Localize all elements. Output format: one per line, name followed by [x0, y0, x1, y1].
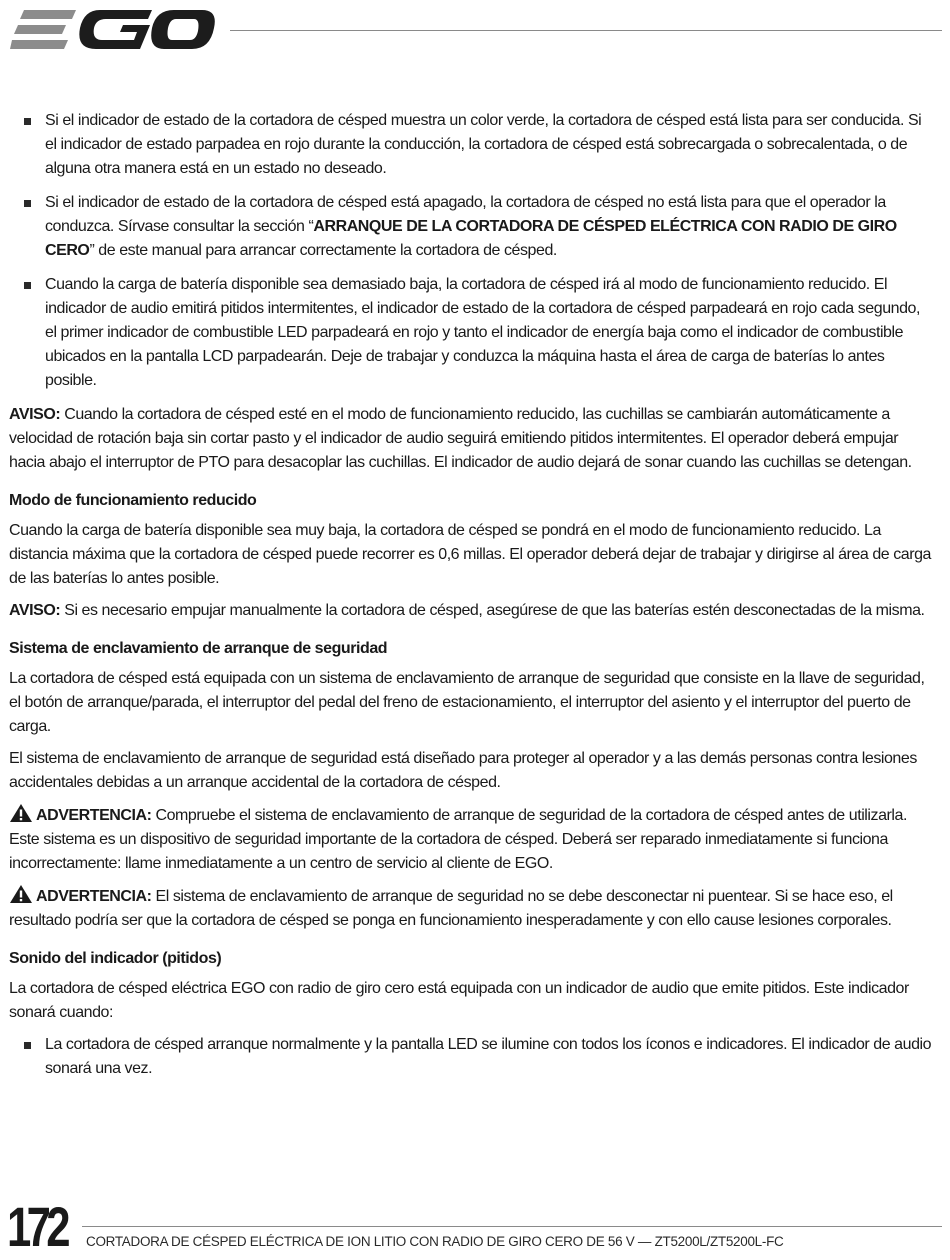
list-item: Si el indicador de estado de la cortadora de césped muestra un color verde, la cortadora de césped está lista para ser conducida. Si el indicador de estado parpadea en rojo durante la conducción, la cortadora de césped está sobrecargada o sobrecalentada, o de alguna otra manera está en un estado no deseado. [9, 109, 935, 181]
page-footer [0, 1196, 950, 1260]
bullet-square-icon [24, 118, 31, 125]
section-heading: Sistema de enclavamiento de arranque de seguridad [9, 640, 388, 657]
footer-rule [82, 1226, 942, 1227]
header-rule [230, 30, 942, 31]
warning-triangle-icon [9, 884, 33, 904]
warning-label: ADVERTENCIA: [36, 807, 152, 824]
warning-label: ADVERTENCIA: [36, 888, 152, 905]
list-item: Cuando la carga de batería disponible sea demasiado baja, la cortadora de césped irá al modo de funcionamiento reducido. El indicador de audio emitirá pitidos intermitentes, el indicador de estado de la cortadora de césped parpadeará en rojo cada segundo, el primer indicador de combustible LED parpadeará en rojo y tanto el indicador de energía baja como el indicador de combustible ubicados en la pantalla LCD parpadearán. Deje de trabajar y conduzca la máquina hasta el área de carga de baterías lo antes posible. [9, 273, 935, 393]
body-paragraph: La cortadora de césped eléctrica EGO con radio de giro cero está equipada con un indicador de audio que emite pitidos. Este indicador sonará cuando: [9, 980, 909, 1021]
ego-logo-icon [10, 6, 215, 54]
status-bullet-list [9, 109, 935, 393]
notice-label: AVISO: [9, 406, 61, 423]
bullet-square-icon [24, 200, 31, 207]
body-paragraph: El sistema de enclavamiento de arranque de seguridad está diseñado para proteger al operador y a las demás personas contra lesiones accidentales debidas a un arranque accidental de la cortadora de césped. [9, 750, 917, 791]
page-header [0, 0, 950, 60]
footer-title: CORTADORA DE CÉSPED ELÉCTRICA DE ION LITIO CON RADIO DE GIRO CERO DE 56 V — ZT5200L/ZT5200L-FC [86, 1234, 784, 1249]
body-paragraph: Cuando la carga de batería disponible sea muy baja, la cortadora de césped se pondrá en el modo de funcionamiento reducido. La distancia máxima que la cortadora de césped puede recorrer es 0,6 millas. El operador deberá dejar de trabajar y dirigirse al área de carga de las baterías lo antes posible. [9, 522, 931, 587]
page-number: 172 [7, 1195, 66, 1258]
list-item: Si el indicador de estado de la cortadora de césped está apagado, la cortadora de césped no está lista para que el operador la conduzca. Sírvase consultar la sección “ARRANQUE DE LA CORTADORA DE CÉSPED ELÉCTRICA CON RADIO DE GIRO CERO” de este manual para arrancar correctamente la cortadora de césped. [9, 191, 935, 263]
section-heading: Sonido del indicador (pitidos) [9, 950, 222, 967]
beep-bullet-list [9, 1033, 935, 1081]
bullet-square-icon [24, 282, 31, 289]
notice-paragraph: AVISO: Cuando la cortadora de césped esté en el modo de funcionamiento reducido, las cuchillas se cambiarán automáticamente a velocidad de rotación baja sin cortar pasto y el indicador de audio seguirá emitiendo pitidos intermitentes. El operador deberá empujar hacia abajo el interruptor de PTO para desacoplar las cuchillas. El indicador de audio dejará de sonar cuando las cuchillas se detengan. [9, 406, 912, 471]
section-heading: Modo de funcionamiento reducido [9, 492, 257, 509]
body-paragraph: La cortadora de césped está equipada con un sistema de enclavamiento de arranque de seguridad que consiste en la llave de seguridad, el botón de arranque/parada, el interruptor del pedal del freno de estacionamiento, el interruptor del asiento y el interruptor del puerto de carga. [9, 670, 925, 735]
list-item: La cortadora de césped arranque normalmente y la pantalla LED se ilumine con todos los íconos e indicadores. El indicador de audio sonará una vez. [9, 1033, 935, 1081]
warning-paragraph: ADVERTENCIA: Compruebe el sistema de enclavamiento de arranque de seguridad de la cortadora de césped antes de utilizarla. Este sistema es un dispositivo de seguridad importante de la cortadora de césped. Deberá ser reparado inmediatamente si funciona incorrectamente: llame inmediatamente a un centro de servicio al cliente de EGO. [9, 803, 935, 876]
section-reference: ARRANQUE DE LA CORTADORA DE CÉSPED ELÉCTRICA CON RADIO DE GIRO CERO [45, 218, 897, 259]
warning-triangle-icon [9, 803, 33, 823]
warning-paragraph: ADVERTENCIA: El sistema de enclavamiento de arranque de seguridad no se debe desconectar ni puentear. Si se hace eso, el resultado podría ser que la cortadora de césped se ponga en funcionamiento inesperadamente y con ello cause lesiones corporales. [9, 884, 935, 933]
bullet-square-icon [24, 1042, 31, 1049]
notice-label: AVISO: [9, 602, 61, 619]
page-content [9, 109, 935, 1091]
notice-paragraph: AVISO: Si es necesario empujar manualmente la cortadora de césped, asegúrese de que las baterías estén desconectadas de la misma. [9, 602, 925, 619]
